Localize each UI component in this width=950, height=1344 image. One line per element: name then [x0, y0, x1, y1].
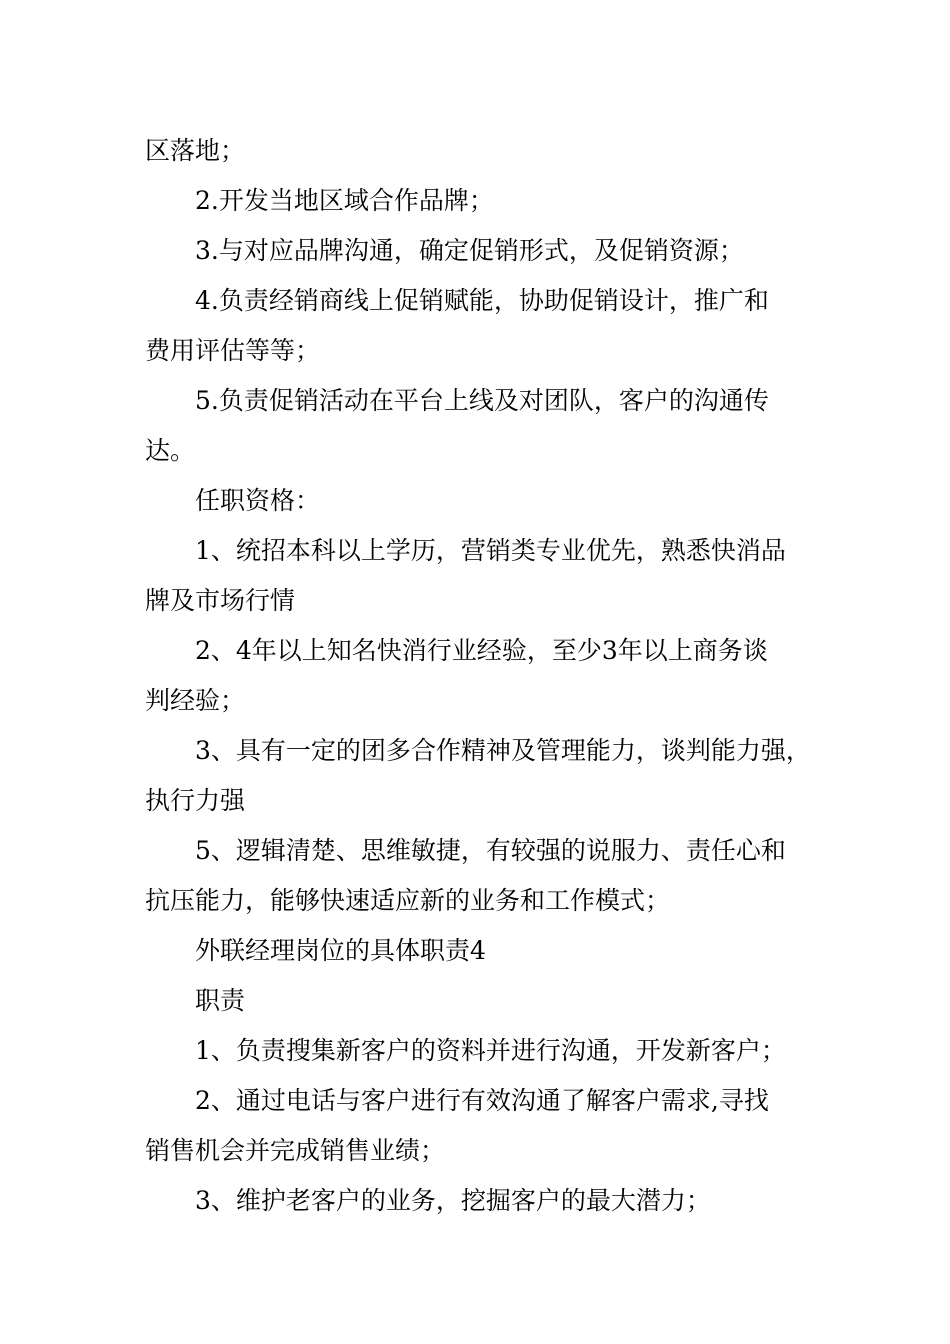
text-line: 抗压能力，能够快速适应新的业务和工作模式； [145, 886, 671, 915]
section-title: 外联经理岗位的具体职责4 [195, 936, 486, 965]
qualification-item-5: 5、逻辑清楚、思维敏捷，有较强的说服力、责任心和 [195, 836, 786, 865]
duty-item-1: 1、负责搜集新客户的资料并进行沟通，开发新客户； [195, 1036, 786, 1065]
section-heading-qualifications: 任职资格： [195, 486, 321, 515]
text-line: 牌及市场行情 [145, 586, 296, 615]
qualification-item-2: 2、4年以上知名快消行业经验，至少3年以上商务谈 [195, 636, 768, 665]
text-line: 执行力强 [145, 786, 246, 815]
list-item-4: 4.负责经销商线上促销赋能，协助促销设计，推广和 [195, 286, 769, 315]
text-line: 销售机会并完成销售业绩； [145, 1136, 446, 1165]
qualification-item-1: 1、统招本科以上学历，营销类专业优先，熟悉快消品 [195, 536, 786, 565]
list-item-2: 2.开发当地区域合作品牌； [195, 186, 494, 215]
list-item-3: 3.与对应品牌沟通，确定促销形式，及促销资源； [195, 236, 744, 265]
text-line: 区落地； [145, 136, 246, 165]
duty-item-3: 3、维护老客户的业务，挖掘客户的最大潜力； [195, 1186, 711, 1215]
document-body [145, 126, 825, 1226]
list-item-5: 5.负责促销活动在平台上线及对团队，客户的沟通传 [195, 386, 769, 415]
text-line: 判经验； [145, 686, 246, 715]
duty-item-2: 2、通过电话与客户进行有效沟通了解客户需求,寻找 [195, 1086, 769, 1115]
text-line: 达。 [145, 436, 196, 465]
section-heading-duties: 职责 [195, 986, 246, 1015]
text-line: 费用评估等等； [145, 336, 321, 365]
qualification-item-3: 3、具有一定的团多合作精神及管理能力，谈判能力强， [195, 736, 811, 765]
